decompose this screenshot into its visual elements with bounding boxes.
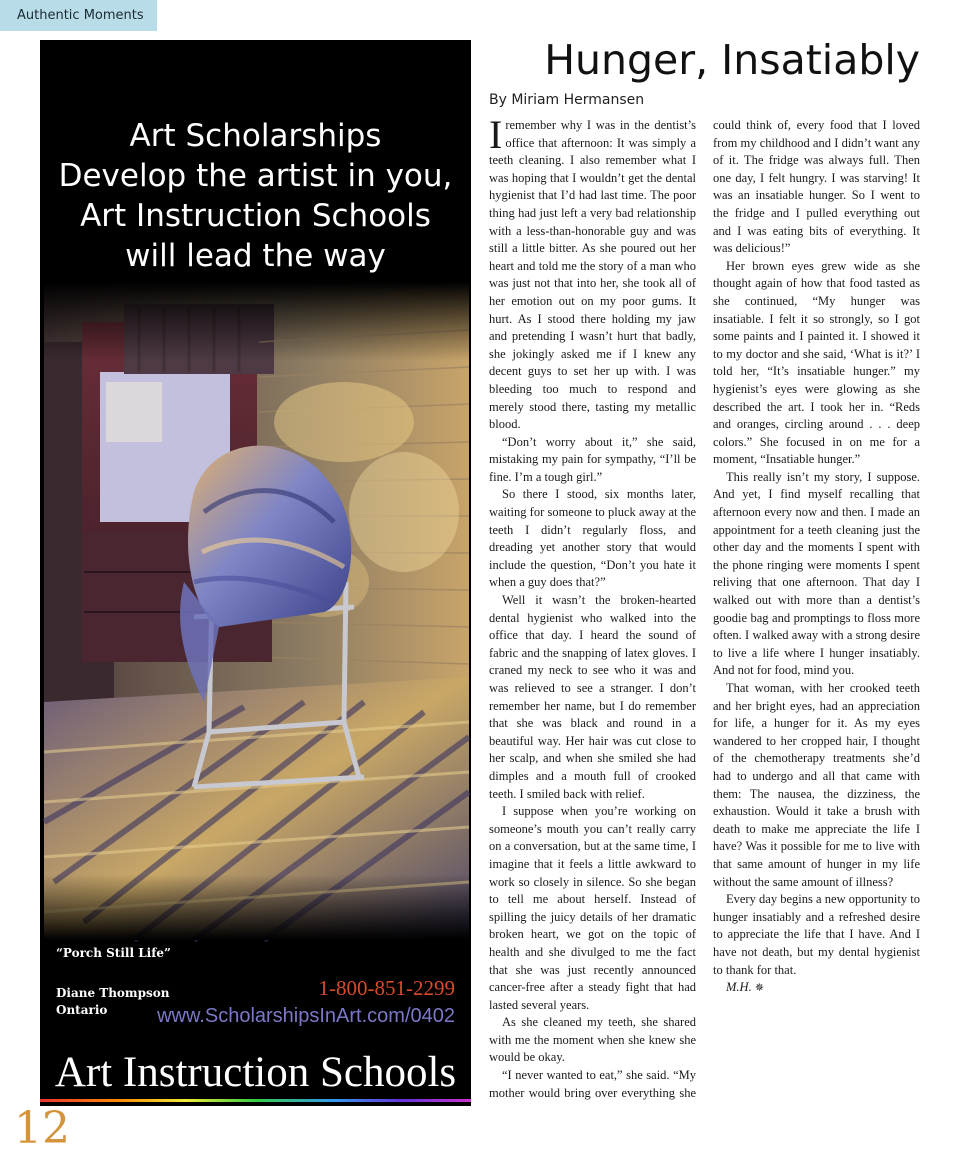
article-paragraph: So there I stood, six months later, waiting for someone to pluck away at the teeth I didn’t regularly floss, and dreading yet another story that would include the question, “Don’t you hate it when a guy does that?” [489, 487, 696, 590]
ad-headline-line: Develop the artist in you, [58, 158, 453, 194]
ad-website-link[interactable]: www.ScholarshipsInArt.com/0402 [157, 1005, 455, 1027]
article-paragraph: “I never wanted to eat,” she said. “My mother would bring over everything she could think of, every food that I loved from my childhood and I didn’t want any of it. The fridge was always full. Then one day, I felt hungry. I was starving! It was an insatiable hunger. So I went to the fridge and I pulled everything out and I was eating bits of everything. It was delicious!” [489, 118, 920, 1100]
ad-headline [40, 116, 471, 276]
article-paragraph: As she cleaned my teeth, she shared with me the moment when she knew she would be okay. [489, 1015, 696, 1065]
article-paragraph: This really isn’t my story, I suppose. And yet, I find myself recalling that afternoon every now and then. I made an appointment for a teeth cleaning just the other day and the moments I spent with the phone ringing were moments I spent reliving that one afternoon. That day I walked out with more than a dentist’s goodie bag and promptings to floss more often. I walked away with a strong desire to live a life where I hunger insatiably. And not for food, mind you. [713, 469, 920, 678]
artist-location: Ontario [56, 1003, 108, 1017]
end-mark-icon: ✵ [754, 982, 765, 995]
section-tab: Authentic Moments [0, 0, 157, 31]
artist-name: Diane Thompson [56, 986, 170, 1000]
painting-artist [56, 985, 170, 1019]
ad-headline-line: will lead the way [125, 238, 386, 274]
porch-painting [44, 282, 469, 940]
rainbow-divider [40, 1099, 471, 1102]
page-number: 12 [14, 1103, 70, 1154]
article-paragraph: I suppose when you’re working on someone’s mouth you can’t really carry on a conversation, but at the same time, I imagine that it feels a little awkward to work so closely in silence. So she began to tell me about herself. Instead of spilling the juicy details of her dramatic broken heart, we got on the topic of health and she divulged to me the fact that she was just recently announced cancer-free after a steady fight that had lasted several years. [489, 804, 696, 1012]
article-paragraph: “Don’t worry about it,” she said, mistaking my pain for sympathy, “I’ll be fine. I’m a tough girl.” [489, 434, 696, 484]
article-byline: By Miriam Hermansen [489, 92, 645, 108]
article-title: Hunger, Insatiably [544, 36, 920, 84]
article-paragraph: Well it wasn’t the broken-hearted dental hygienist who walked into the office that day. I heard the sound of fabric and the snapping of latex gloves. I craned my neck to see who it was and was relieved to see a stranger. I don’t remember her name, but I do remember that she was black and round in a beautiful way. Her hair was cut close to her scalp, and when she smiled she had dimples and a mouth full of crooked teeth. I smiled back with relief. [489, 593, 696, 801]
ad-tagline: Creating Better Artists Since 1914 [111, 1106, 400, 1130]
article-signature-line [713, 979, 920, 998]
art-school-ad [40, 40, 471, 1130]
ad-headline-line: Art Scholarships [129, 118, 382, 154]
ad-phone-number[interactable]: 1-800-851-2299 [318, 976, 455, 1000]
author-initials: M.H. [726, 980, 752, 995]
painting-title: “Porch Still Life” [56, 946, 171, 960]
ad-brand-name: Art Instruction Schools [54, 1049, 457, 1096]
article-paragraph: That woman, with her crooked teeth and her bright eyes, had an appreciation for life, a hunger for it. As my eyes wandered to her cropped hair, I thought of the chemotherapy treatments she’d had to undergo and all that came with them: The nausea, the dizziness, the exhaustion. Would it take a brush with death to make me appreciate the life I have? Was it possible for me to live with that same amount of hunger in my life without the same amount of illness? [713, 681, 920, 889]
article-paragraph: Iremember why I was in the dentist’s office that afternoon: It was simply a teeth cleaning. I also remember what I was hoping that I wouldn’t get the dental hygienist that I’d had last time. The poor thing had just left a very bad relationship with a less-than-honorable guy and was still a little bitter. As she poured out her heart and told me the story of a man who was just not that into her, she took all of her emotion out on my poor gums. It hurt. As I stood there holding my jaw and pretending I wasn’t hurt that badly, she jokingly asked me if I knew any decent guys to set her up with. I was bleeding too much to respond and merely stood there, tasting my metallic blood. [489, 112, 696, 432]
article-paragraph: Every day begins a new opportunity to hunger insatiably and a refreshed desire to appreciate the life that I have. And I have not death, but my dental hygienist to thank for that. [713, 892, 920, 977]
article-paragraph: Her brown eyes grew wide as she thought again of how that food tasted as she continued, “My hunger was insatiable. I felt it so strongly, so I got some paints and I painted it. I showed it to my doctor and she said, ‘What is it?’ I told her, “It’s insatiable hunger.” my hygienist’s eyes were glowing as she described the art. I took her in. “Reds and oranges, circling around . . . deep colors.” She focused in on me for a moment, “Insatiable hunger.” [713, 258, 920, 467]
drop-cap: I [489, 112, 503, 157]
ad-headline-line: Art Instruction Schools [80, 198, 431, 234]
article-body [489, 112, 920, 1117]
